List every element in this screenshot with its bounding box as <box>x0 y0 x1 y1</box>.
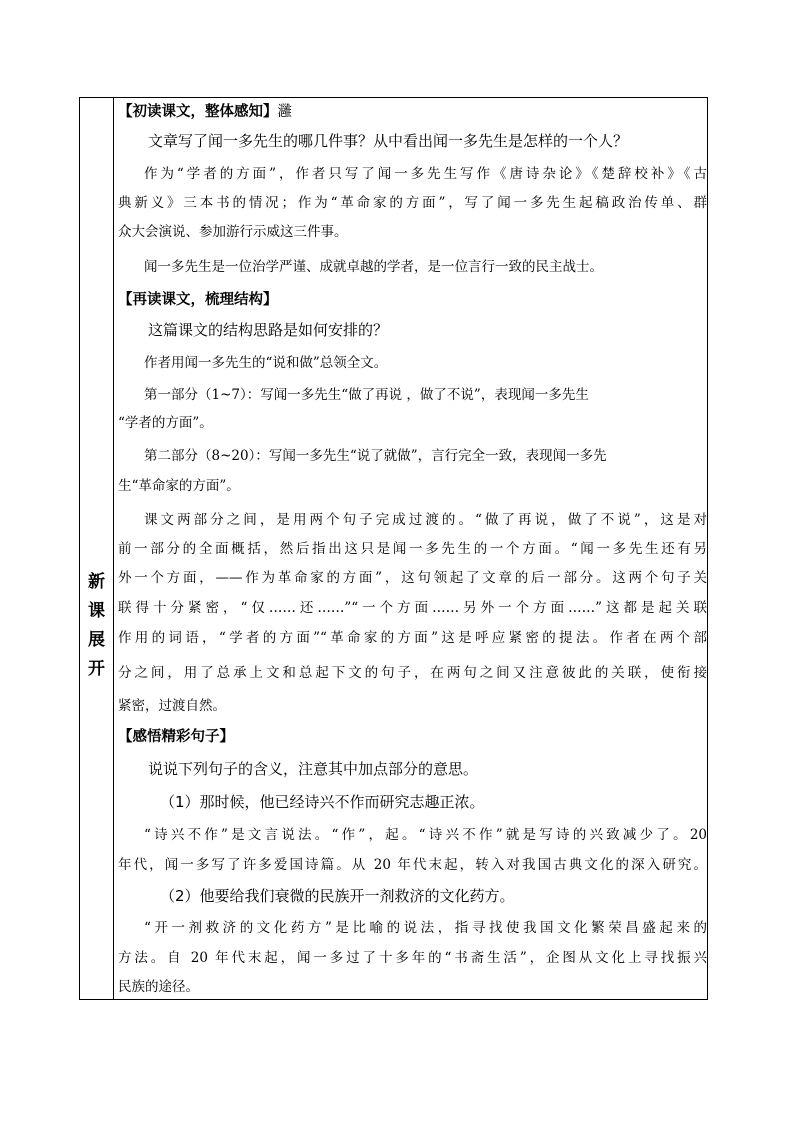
answer-line: 第二部分（8~20）：写闻一多先生“说了就做”，言行完全一致，表现闻一多先 <box>144 448 607 464</box>
answer-line: 民族的途径。 <box>118 979 199 995</box>
row-label-char: 课 <box>88 601 105 621</box>
answer-line: 前一部分的全面概括，然后指出这只是闻一多先生的一个方面。“闻一多先生还有另 <box>118 541 707 557</box>
content-cell <box>114 98 707 999</box>
answer-line: 课文两部分之间，是用两个句子完成过渡的。“做了再说，做了不说”，这是对 <box>144 512 707 528</box>
sentence-item: （1）那时候，他已经诗兴不作而研究志趣正浓。 <box>160 793 485 811</box>
row-label-char: 展 <box>88 630 105 650</box>
answer-line: 第一部分（1~7）：写闻一多先生“做了再说 ，做了不说”，表现闻一多先生 <box>144 387 589 403</box>
row-label <box>80 568 113 684</box>
answer-line: 闻一多先生是一位治学严谨、成就卓越的学者，是一位言行一致的民主战士。 <box>144 259 603 275</box>
row-label-char: 开 <box>88 659 105 679</box>
answer-line: 分之间，用了总承上文和总起下文的句子，在两句之间又注意彼此的关联，使衔接 <box>118 665 707 681</box>
answer-line: “学者的方面”。 <box>118 415 213 431</box>
question: 文章写了闻一多先生的哪几件事？从中看出闻一多先生是怎样的一个人？ <box>148 132 629 150</box>
answer-line: “开一剂救济的文化药方”是比喻的说法，指寻找使我国文化繁荣昌盛起来的 <box>144 920 707 936</box>
question: 说说下列句子的含义，注意其中加点部分的意思。 <box>148 760 479 778</box>
answer-line: 作者用闻一多先生的“说和做”总领全文。 <box>144 355 388 371</box>
answer-line: 生“革命家的方面”。 <box>118 478 240 494</box>
answer-line: “诗兴不作”是文言说法。“作”，起。“诗兴不作”就是写诗的兴致减少了。20 <box>144 827 707 843</box>
row-label-cell <box>80 98 114 999</box>
answer-line: 典新义》三本书的情况；作为“革命家的方面”，写了闻一多先生起稿政治传单、群 <box>118 195 707 211</box>
row-label-char: 新 <box>88 572 105 592</box>
answer-line: 年代，闻一多写了许多爱国诗篇。从 20 年代末起，转入对我国古典文化的深入研究。 <box>118 857 707 873</box>
answer-line: 方法。自 20 年代末起，闻一多过了十多年的“书斋生活”，企图从文化上寻找振兴 <box>118 950 707 966</box>
section-heading: 【初读课文，整体感知】灉 <box>118 104 292 120</box>
answer-line: 作用的词语，“学者的方面”“革命家的方面”这是呼应紧密的提法。作者在两个部 <box>118 630 707 646</box>
answer-line: 联得十分紧密，“仅……还……”“一个方面……另外一个方面……”这都是起关联 <box>118 600 707 616</box>
answer-line: 紧密，过渡自然。 <box>118 698 226 714</box>
answer-line: 众大会演说、参加游行示威这三件事。 <box>118 224 348 240</box>
sentence-item: （2）他要给我们衰微的民族开一剂救济的文化药方。 <box>160 887 515 905</box>
answer-line: 外一个方面，——作为革命家的方面”，这句领起了文章的后一部分。这两个句子关 <box>118 570 707 586</box>
section-heading: 【感悟精彩句子】 <box>118 729 234 745</box>
question: 这篇课文的结构思路是如何安排的？ <box>148 321 389 339</box>
section-heading: 【再读课文，梳理结构】 <box>118 292 278 308</box>
lesson-table <box>79 97 708 1000</box>
answer-line: 作为“学者的方面”，作者只写了闻一多先生写作《唐诗杂论》《楚辞校补》《古 <box>144 166 707 182</box>
